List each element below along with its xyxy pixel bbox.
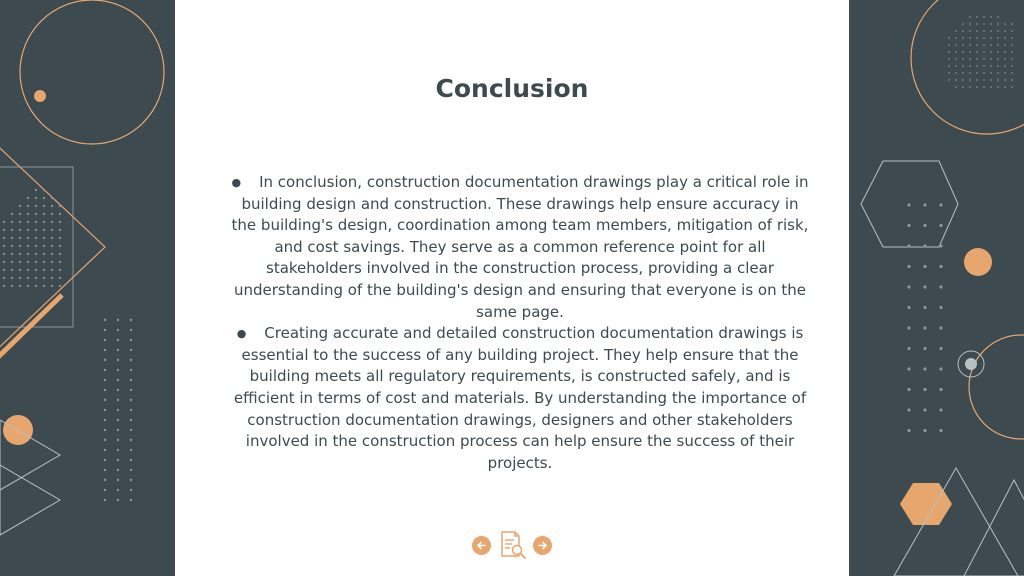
bullet-item: ● In conclusion, construction documentation drawings play a critical role in building design and construction. These drawings help ensure accuracy in the building's design, coordination among team members, mitigation of risk, and cost savings. They serve as a common reference point for all stakeholders involved in the construction process, providing a clear understanding of the building's design and ensuring that everyone is on the same page. [230,172,810,323]
slide-title: Conclusion [435,74,589,103]
bullet-list [230,172,810,474]
document-search-icon[interactable] [499,530,529,560]
bullet-item: ● Creating accurate and detailed construction documentation drawings is essential to the success of any building project. They help ensure that the building meets all regulatory requirements, is constructed safely, and is efficient in terms of cost and materials. By understanding the importance of construction documentation drawings, designers and other stakeholders involved in the construction process can help ensure the success of their projects. [230,323,810,474]
arrow-right-icon [537,540,548,551]
slide-navigation [470,528,554,562]
next-slide-button[interactable] [533,536,552,555]
left-decor-graphics [0,0,175,576]
arrow-left-icon [476,540,487,551]
right-decor-panel [849,0,1024,576]
right-decor-graphics [849,0,1024,576]
previous-slide-button[interactable] [472,536,491,555]
left-decor-panel [0,0,175,576]
